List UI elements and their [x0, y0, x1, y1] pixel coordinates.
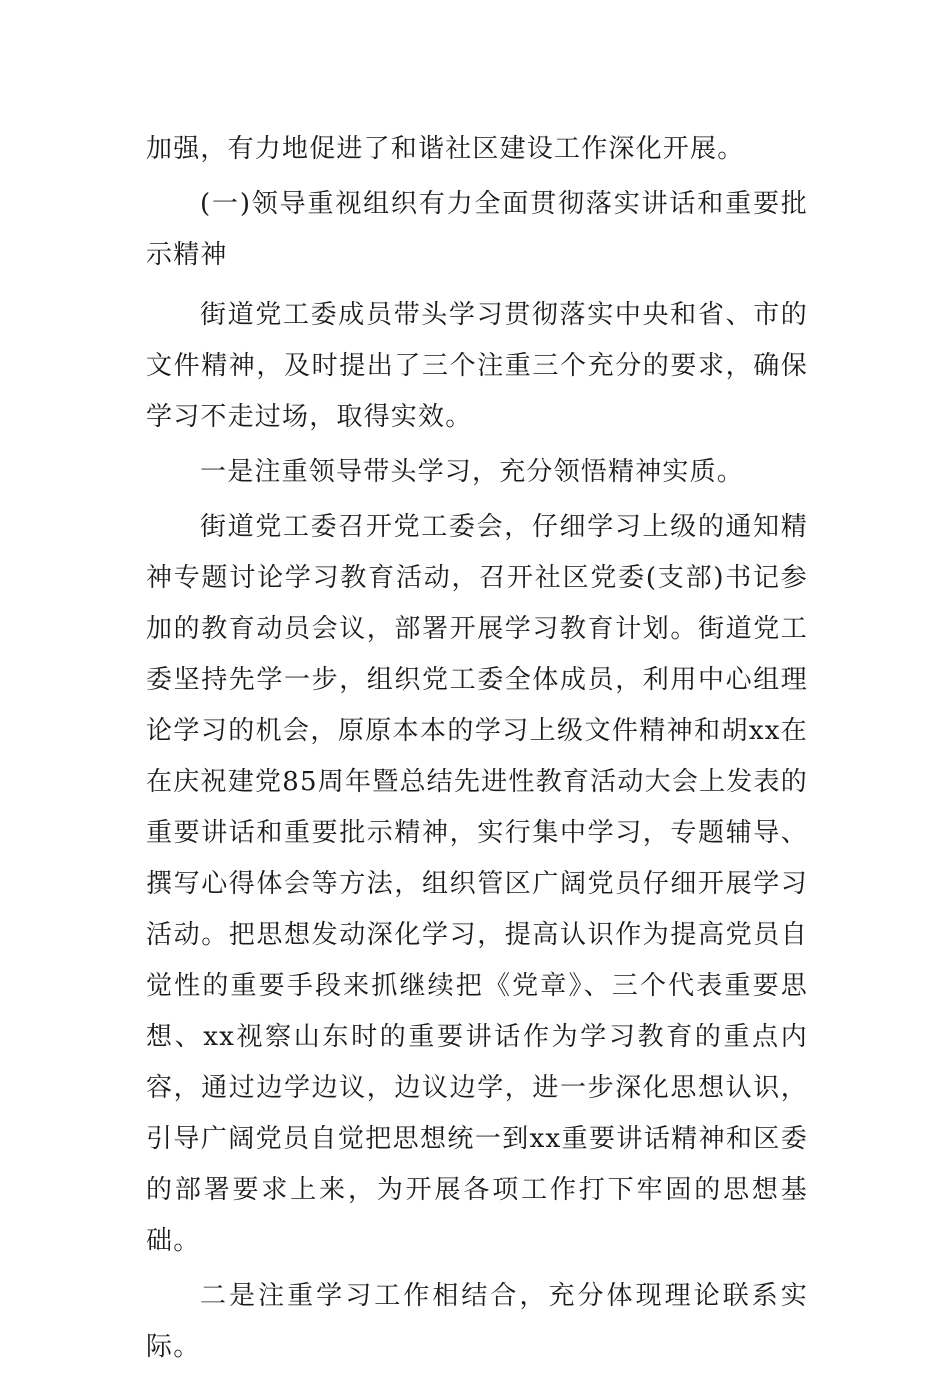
paragraph-body: 街道党工委召开党工委会，仔细学习上级的通知精神专题讨论学习教育活动，召开社区党委(支部)书记参加的教育动员会议，部署开展学习教育计划。街道党工委坚持先学一步，组织党工委全体成员，利用中心组理论学习的机会，原原本本的学习上级文件精神和胡xx在在庆祝建党85周年暨总结先进性教育活动大会上发表的重要讲话和重要批示精神，实行集中学习，专题辅导、撰写心得体会等方法，组织管区广阔党员仔细开展学习活动。把思想发动深化学习，提高认识作为提高党员自觉性的重要手段来抓继续把《党章》、三个代表重要思想、xx视察山东时的重要讲话作为学习教育的重点内容，通过边学边议，边议边学，进一步深化思想认识，引导广阔党员自觉把思想统一到xx重要讲话精神和区委的部署要求上来，为开展各项工作打下牢固的思想基础。	[146, 512, 808, 1256]
paragraph-continuation: 加强，有力地促进了和谐社区建设工作深化开展。	[146, 134, 745, 164]
subheading-point-two: 二是注重学习工作相结合，充分体现理论联系实际。	[146, 1281, 808, 1362]
subheading-point-one: 一是注重领导带头学习，充分领悟精神实质。	[200, 457, 745, 487]
section-heading: (一)领导重视组织有力全面贯彻落实讲话和重要批示精神	[146, 189, 808, 270]
document-body	[146, 124, 808, 1373]
paragraph-intro: 街道党工委成员带头学习贯彻落实中央和省、市的文件精神，及时提出了三个注重三个充分的要求，确保学习不走过场，取得实效。	[146, 300, 808, 432]
